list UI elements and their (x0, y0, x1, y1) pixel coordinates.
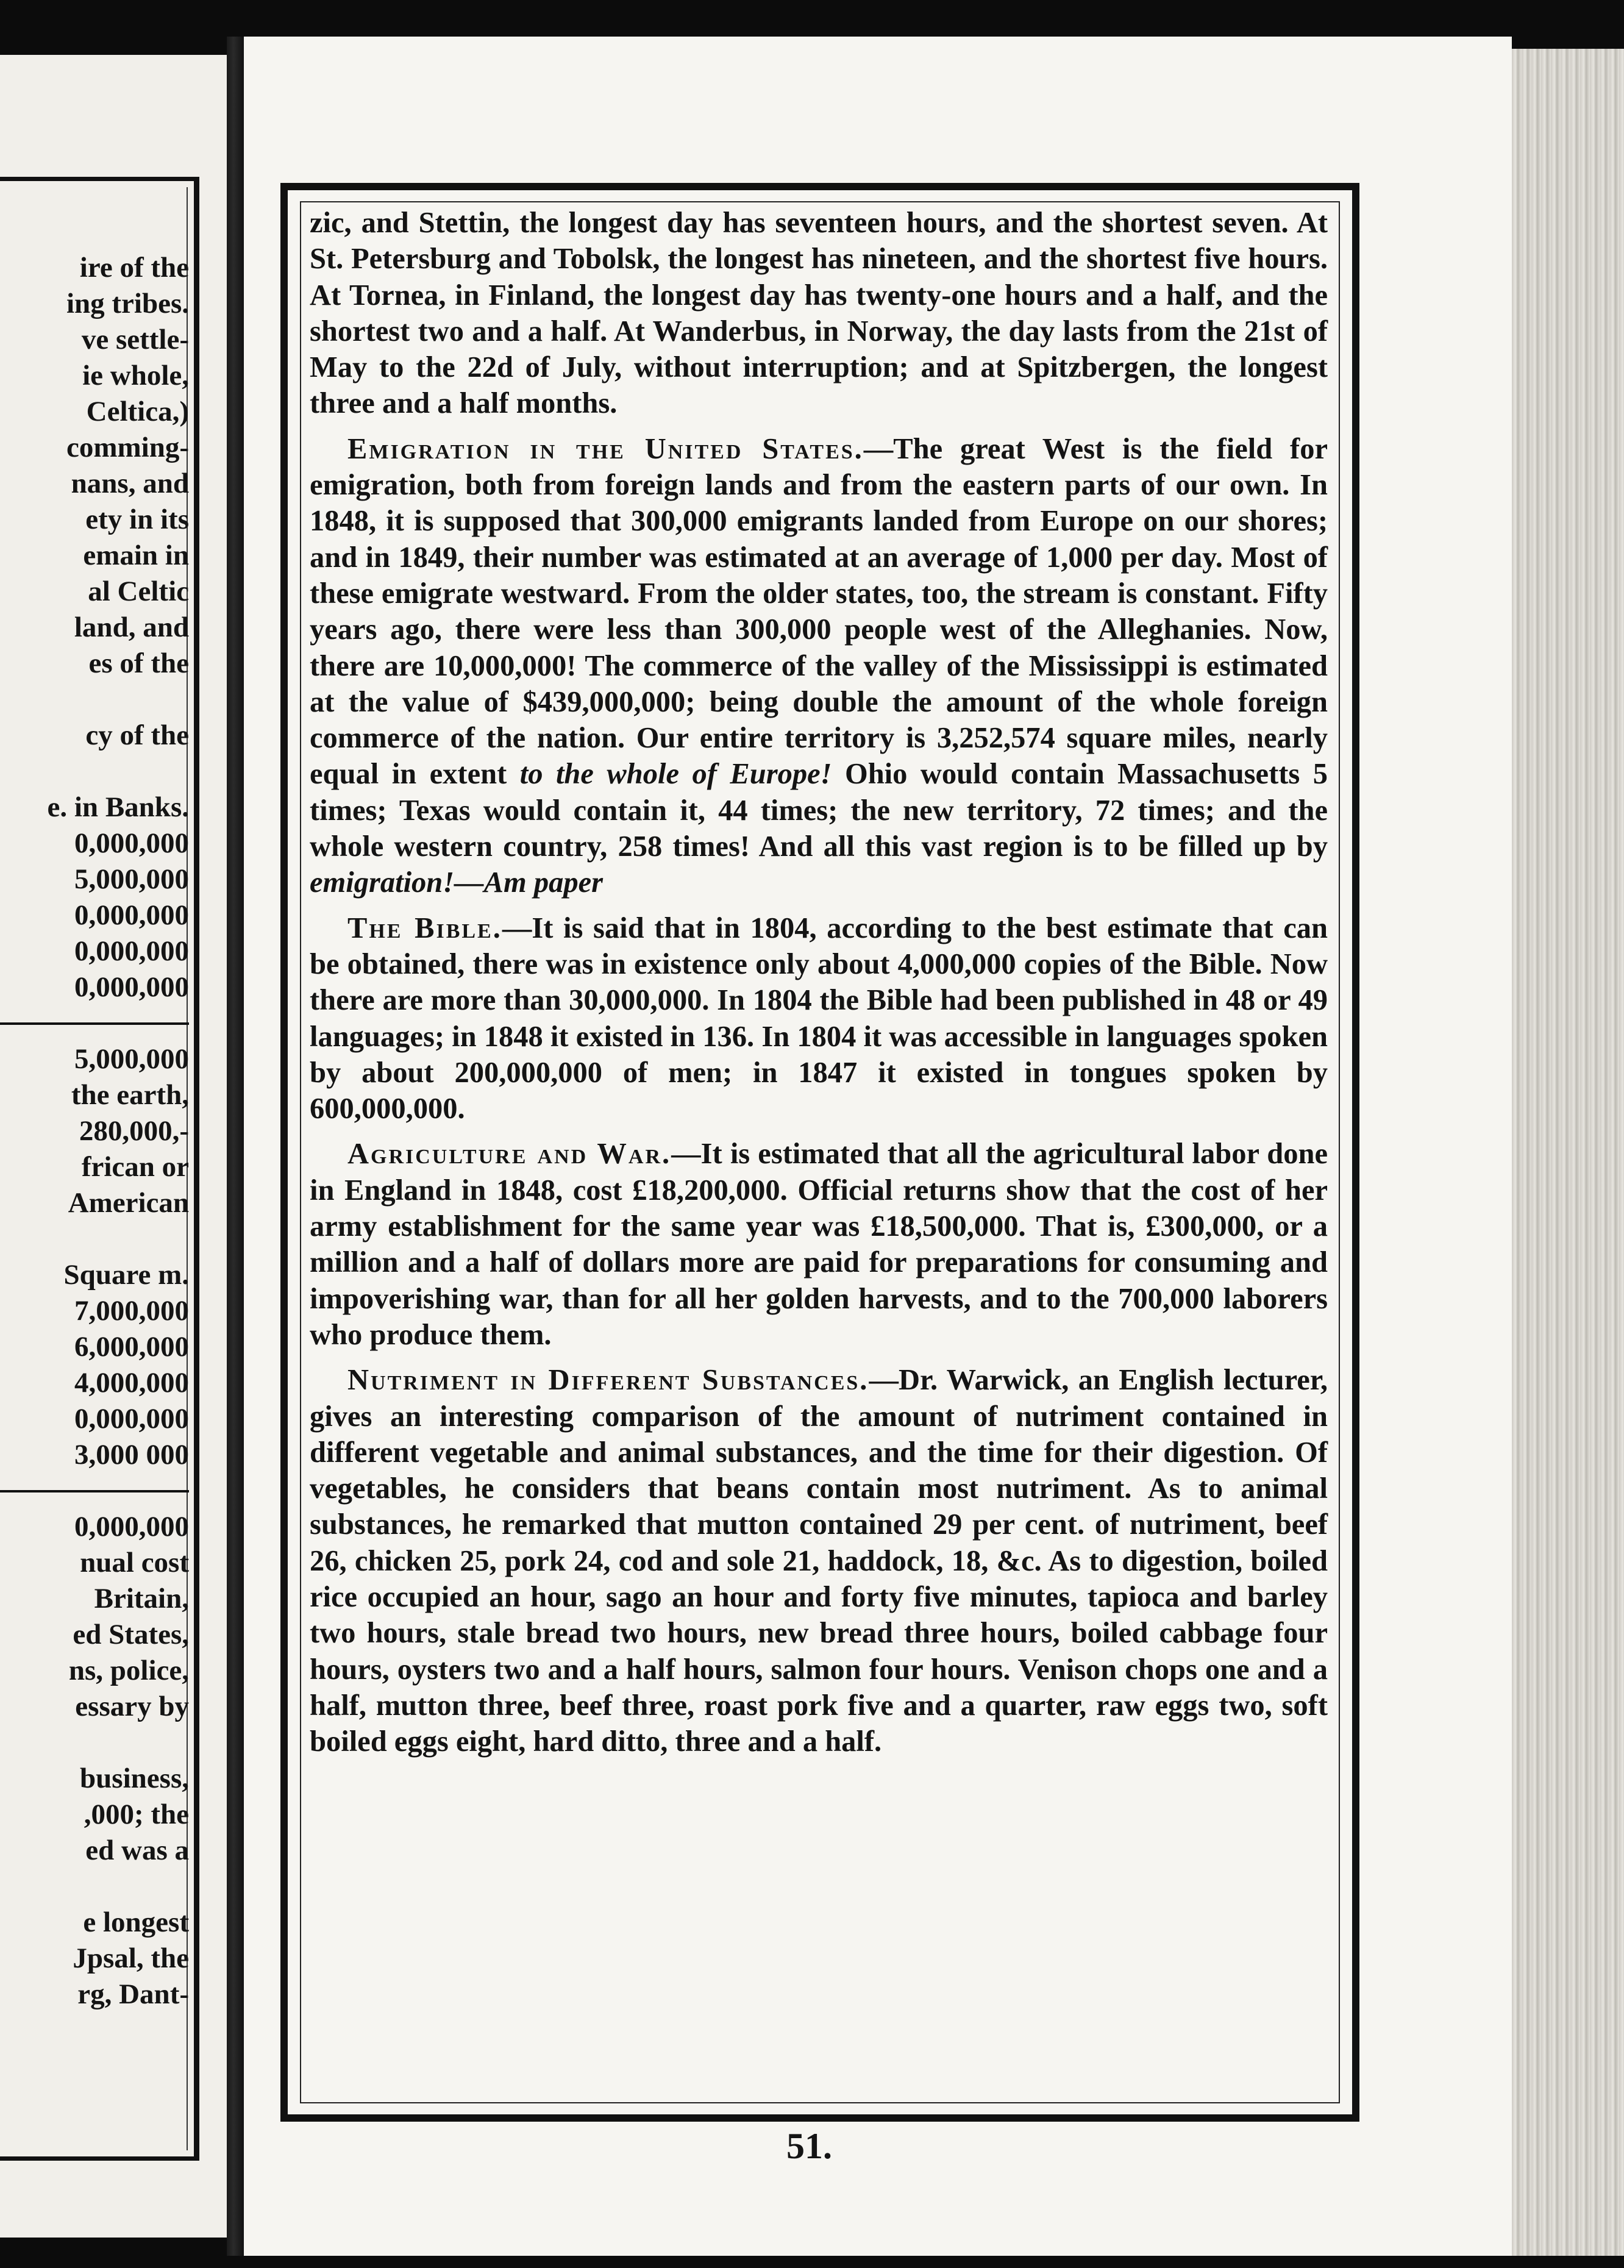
agriculture-text: —It is estimated that all the agricultural labor done in England in 1848, cost £18,200,000. Official returns show that the cost of her army establishment for the same year was £18,500,000. That is, £300,000, or a million and a half of dollars more are paid for preparations for consuming and impoverishing war, than for all her golden harvests, and to the 700,000 laborers who produce them. (310, 1138, 1328, 1351)
previous-page-line (0, 1221, 189, 1257)
previous-page-line: ns, police, (68, 1655, 189, 1686)
previous-page-line: American (68, 1187, 189, 1219)
previous-page-line: business, (80, 1763, 189, 1794)
paragraph-emigration (310, 431, 1328, 901)
heading-nutriment: Nutriment in Different Substances. (347, 1364, 869, 1397)
previous-page-line: comming- (66, 432, 189, 463)
previous-page-line: 0,000,000 (74, 1511, 189, 1542)
previous-page-line: Jpsal, the (73, 1942, 189, 1974)
emigration-text-b: Ohio would contain Massachusetts 5 times; Texas would contain it, 44 times; the new territory, 72 times; and the whole western country, 258 times! And all this vast region is to be filled up by (310, 758, 1328, 863)
previous-page-line: emain in (83, 540, 189, 571)
previous-page-line (0, 1725, 189, 1761)
previous-page-line: 5,000,000 (74, 1043, 189, 1075)
page-edges (1512, 49, 1624, 2256)
previous-page-line: ed was a (85, 1835, 189, 1866)
heading-emigration: Emigration in the United States. (347, 432, 864, 465)
previous-page-line: ve settle- (81, 324, 189, 355)
heading-bible: The Bible. (347, 911, 502, 944)
previous-page-line: essary by (75, 1691, 189, 1722)
emigration-italic-source: emigration!—Am paper (310, 866, 603, 899)
previous-page-line (0, 682, 189, 718)
book-gutter (227, 37, 244, 2256)
previous-page-line: 0,000,000 (74, 899, 189, 931)
previous-page-line: 7,000,000 (74, 1295, 189, 1327)
previous-page-line: 0,000,000 (74, 1403, 189, 1435)
previous-page-line: nual cost (80, 1547, 189, 1578)
previous-page-line: land, and (74, 612, 189, 643)
previous-page-line: ,000; the (84, 1799, 189, 1830)
previous-page-line (0, 1869, 189, 1905)
previous-page-line: 6,000,000 (74, 1331, 189, 1363)
previous-page-line: 280,000,- (79, 1115, 189, 1147)
previous-page-line: Square m. (63, 1259, 189, 1291)
previous-page-line: 3,000 000 (74, 1439, 189, 1471)
heading-agriculture: Agriculture and War. (347, 1138, 672, 1171)
previous-page-line: frican or (81, 1151, 189, 1183)
previous-page-line: rg, Dant- (77, 1978, 189, 2010)
previous-page-rule (0, 1005, 189, 1041)
previous-page-line: ing tribes. (66, 288, 189, 319)
previous-page-line: Celtica,) (86, 396, 189, 427)
previous-page-rule (0, 1473, 189, 1509)
previous-page-line: al Celtic (88, 576, 189, 607)
paragraph-agriculture (310, 1136, 1328, 1353)
previous-page-line: 5,000,000 (74, 863, 189, 895)
previous-page-line: 4,000,000 (74, 1367, 189, 1399)
previous-page-line: nans, and (71, 468, 189, 499)
paragraph-bible (310, 910, 1328, 1127)
paragraph-nutriment (310, 1362, 1328, 1760)
paragraph-daylight: zic, and Stettin, the longest day has seventeen hours, and the shortest seven. At St. Petersburg and Tobolsk, the longest has nineteen, and the shortest five hours. At Tornea, in Finland, the longest day has twenty-one hours and a half, and the shortest two and a half. At Wanderbus, in Norway, the day lasts from the 21st of May to the 22d of July, without interruption; and at Spitzbergen, the longest three and a half months. (310, 207, 1328, 420)
previous-page-line: 0,000,000 (74, 827, 189, 859)
emigration-italic-europe: to the whole of Europe! (519, 758, 832, 791)
previous-page-line: 0,000,000 (74, 971, 189, 1003)
previous-page-line: e longest (83, 1906, 189, 1938)
emigration-text-a: —The great West is the field for emigration, both from foreign lands and from the eastern parts of our own. In 1848, it is supposed that 300,000 emigrants landed from Europe on our shores; and in 1849, their number was estimated at an average of 1,000 per day. Most of these emigrate westward. From the older states, too, the stream is constant. Fifty years ago, there were less than 300,000 people west of the Alleghanies. Now, there are 10,000,000! The commerce of the valley of the Mississippi is estimated at the value of $439,000,000; being double the amount of the whole foreign commerce of the nation. Our entire territory is 3,252,574 square miles, nearly equal in extent (310, 432, 1328, 791)
previous-page-line: es of the (88, 647, 189, 679)
previous-page-text (0, 250, 189, 2013)
bible-text: —It is said that in 1804, according to the best estimate that can be obtained, there was in existence only about 4,000,000 copies of the Bible. Now there are more than 30,000,000. In 1804 the Bible had been published in 48 or 49 languages; in 1848 it existed in 136. In 1804 it was accessible in languages spoken by about 200,000,000 of men; in 1847 it existed in tongues spoken by 600,000,000. (310, 911, 1328, 1125)
previous-page-line: the earth, (71, 1079, 189, 1111)
previous-page (0, 55, 227, 2238)
previous-page-line: Britain, (94, 1583, 189, 1614)
previous-page-line: ety in its (85, 504, 189, 535)
previous-page-line: ed States, (73, 1619, 189, 1650)
page-number: 51. (786, 2126, 832, 2166)
nutriment-text: —Dr. Warwick, an English lecturer, gives an interesting comparison of the amount of nutriment contained in different vegetable and animal substances, and the time for their digestion. Of vegetables, he considers that beans contain most nutriment. As to animal substances, he remarked that mutton contained 29 per cent. of nutriment, beef 26, chicken 25, pork 24, cod and sole 21, haddock, 18, &c. As to digestion, boiled rice occupied an hour, sago an hour and forty five minutes, tapioca and barley two hours, stale bread two hours, new bread three hours, boiled cabbage four hours, oysters two and a half hours, salmon four hours. Venison chops one and a half, mutton three, beef three, roast pork five and a quarter, raw eggs two, soft boiled eggs eight, hard ditto, three and a half. (310, 1364, 1328, 1758)
previous-page-line: ie whole, (82, 360, 189, 391)
article-body (310, 205, 1328, 1760)
previous-page-line: e. in Banks. (47, 791, 189, 823)
previous-page-line: cy of the (85, 719, 189, 751)
previous-page-line (0, 754, 189, 790)
previous-page-line: ire of the (79, 252, 189, 284)
previous-page-line: 0,000,000 (74, 935, 189, 967)
